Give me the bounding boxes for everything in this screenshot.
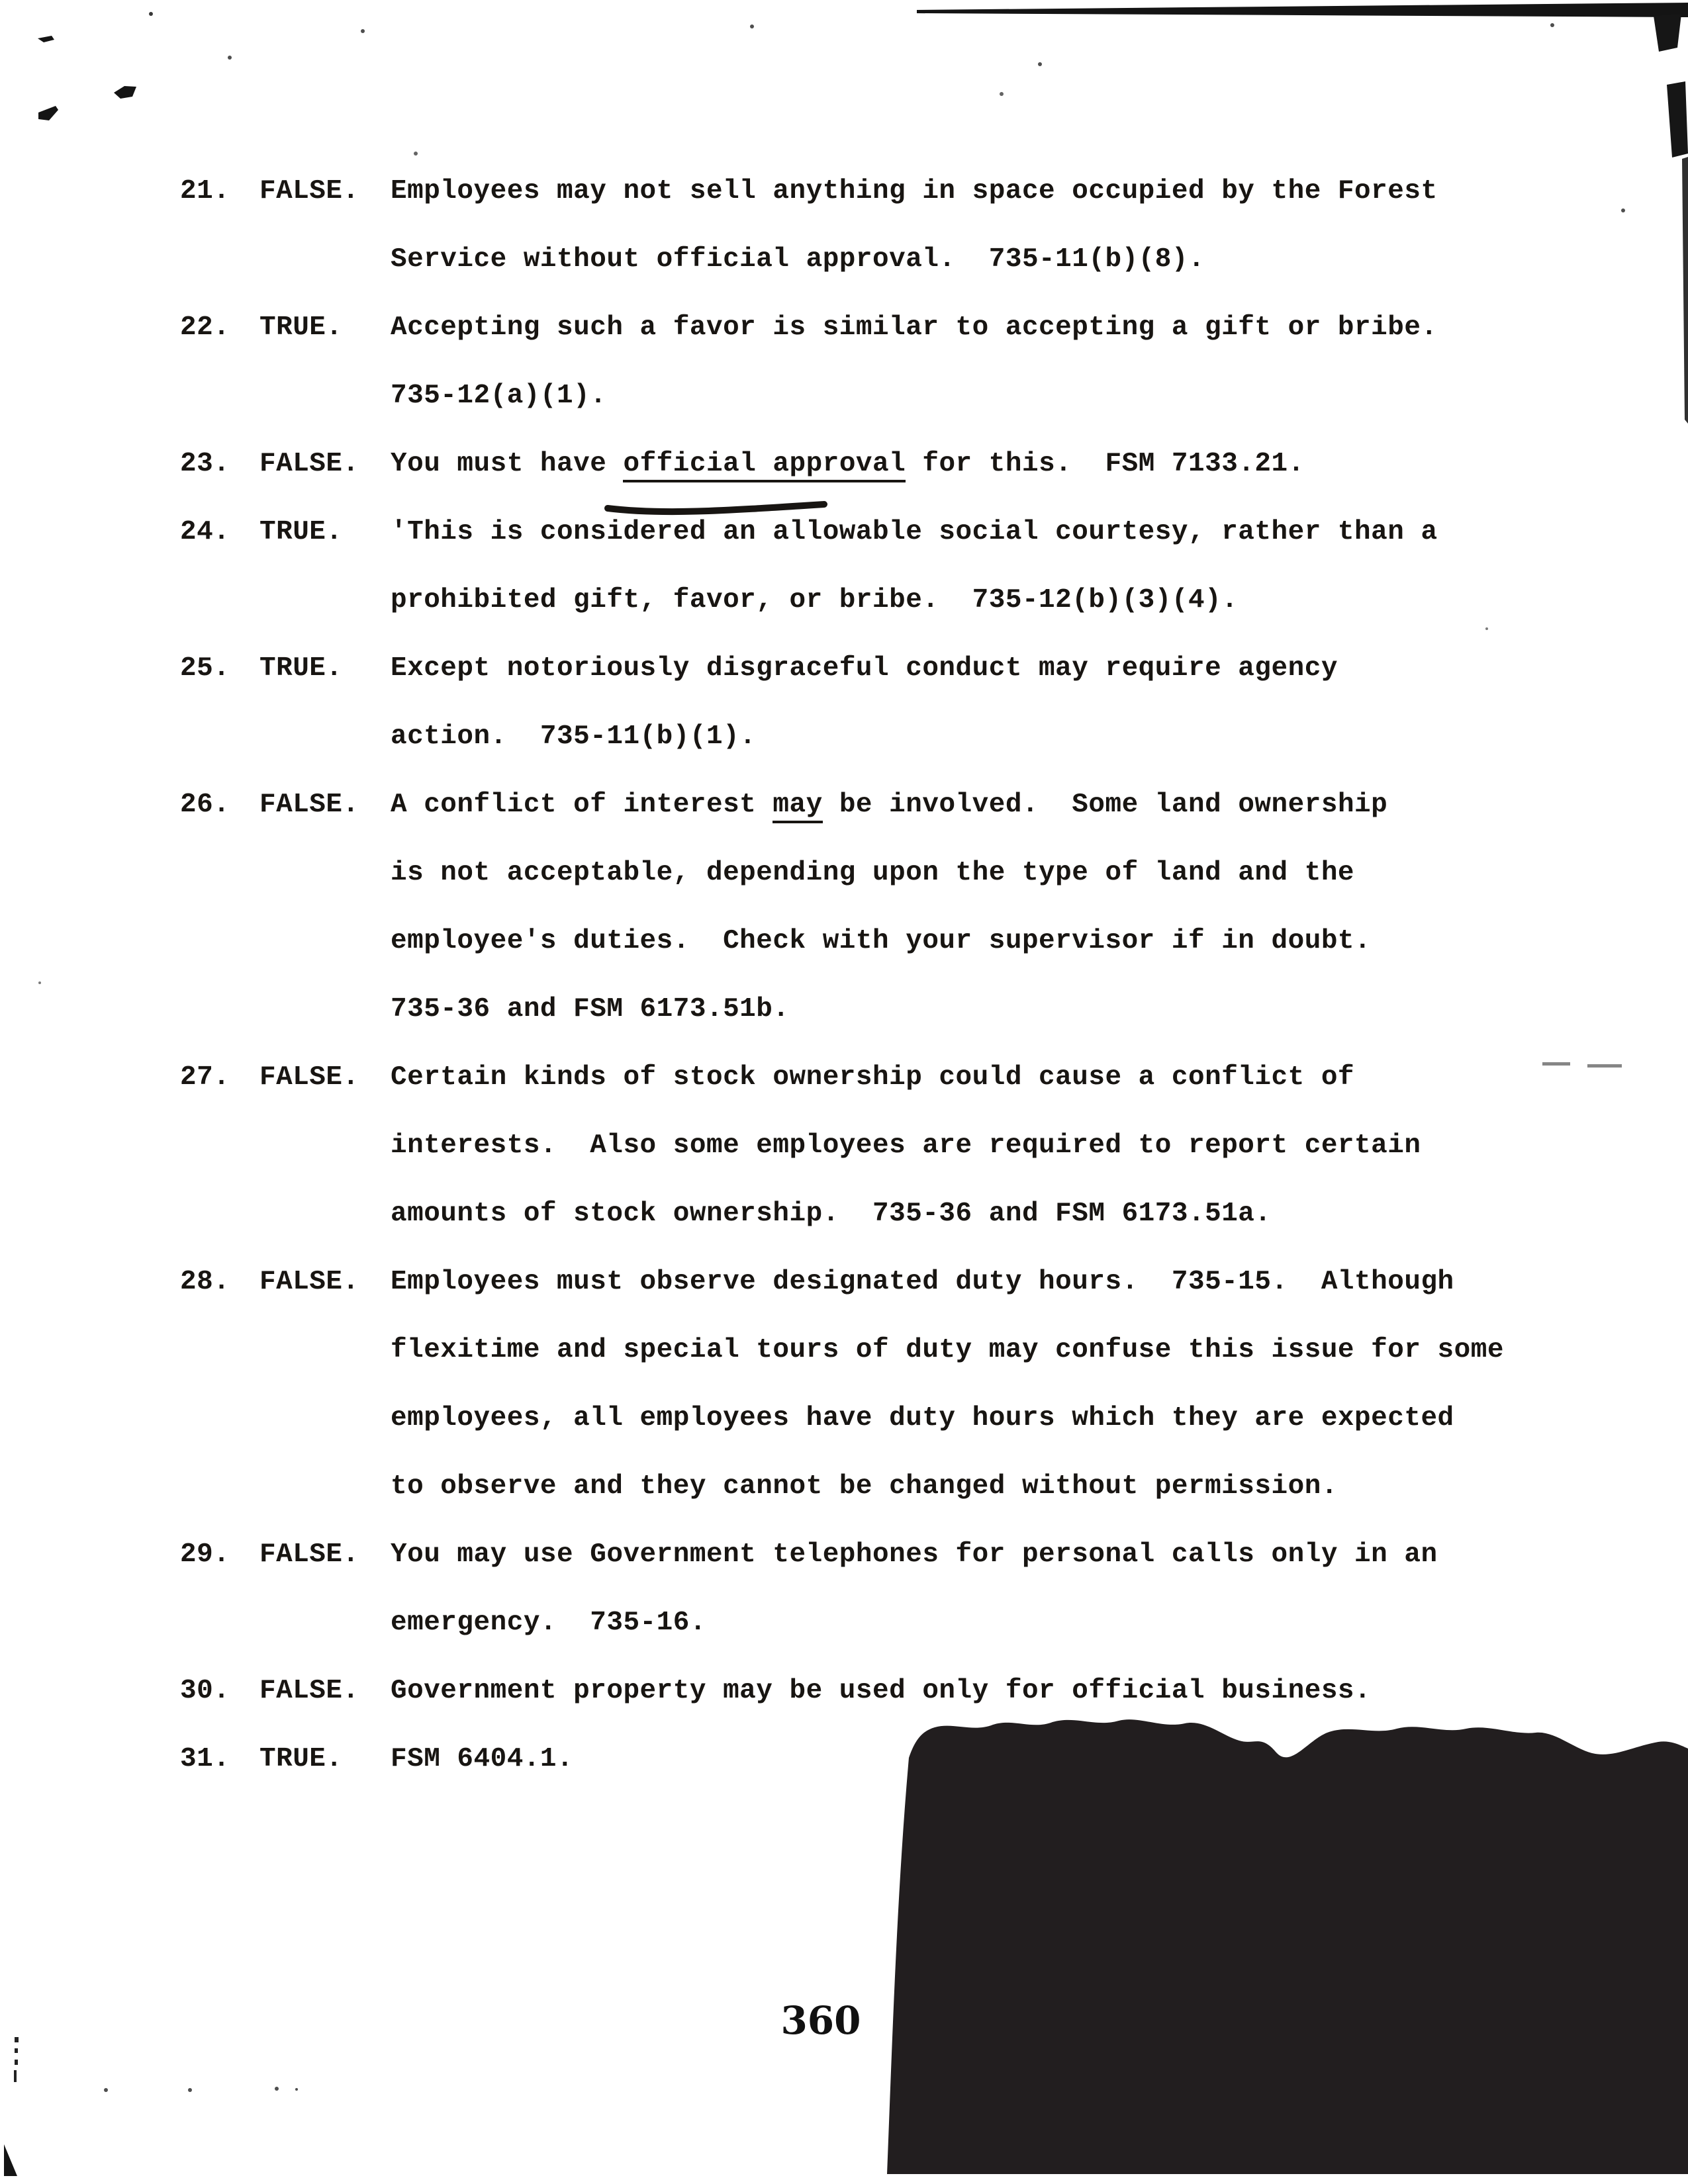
text-segment: Accepting such a favor is similar to accepting a gift or bribe. xyxy=(391,312,1438,343)
margin-tick xyxy=(14,2070,17,2082)
text-segment: Except notoriously disgraceful conduct may require agency xyxy=(391,653,1338,684)
item-line xyxy=(391,1725,1603,1794)
text-segment: Certain kinds of stock ownership could cause a conflict of xyxy=(391,1062,1355,1093)
answer-row xyxy=(180,1248,1603,1316)
answer-row xyxy=(180,1589,1603,1657)
speck xyxy=(1038,62,1042,66)
text-segment: You may use Government telephones for personal calls only in an xyxy=(391,1539,1438,1570)
text-segment: Employees may not sell anything in space occupied by the Forest xyxy=(391,176,1438,206)
item-line xyxy=(391,1657,1603,1725)
text-segment: You must have xyxy=(391,449,624,479)
item-line xyxy=(391,567,1603,635)
item-number: 24. xyxy=(180,517,230,547)
item-line xyxy=(391,1316,1603,1385)
answer-row xyxy=(180,976,1603,1044)
text-segment: to observe and they cannot be changed without permission. xyxy=(391,1471,1338,1502)
item-answer: TRUE. xyxy=(259,312,343,343)
top-edge-scan-line xyxy=(917,3,1688,17)
item-number: 29. xyxy=(180,1539,230,1570)
item-line xyxy=(391,498,1603,567)
speck xyxy=(750,24,754,28)
item-line xyxy=(391,1044,1603,1112)
corner-fold-mark xyxy=(1654,14,1681,52)
item-line xyxy=(391,1453,1603,1521)
item-answer: FALSE. xyxy=(259,790,359,820)
text-segment: employees, all employees have duty hours which they are expected xyxy=(391,1403,1454,1433)
margin-tick xyxy=(15,2037,19,2042)
item-answer: FALSE. xyxy=(259,1676,359,1706)
answer-row xyxy=(180,1657,1603,1725)
answer-row xyxy=(180,498,1603,567)
text-segment: Government property may be used only for official business. xyxy=(391,1676,1372,1706)
underlined-text: may xyxy=(773,790,822,823)
item-line xyxy=(391,1180,1603,1248)
answer-row xyxy=(180,839,1603,907)
speck xyxy=(295,2088,298,2091)
speck xyxy=(188,2088,192,2092)
speck xyxy=(1621,208,1625,212)
item-number: 21. xyxy=(180,176,230,206)
speck xyxy=(149,12,153,16)
item-answer: FALSE. xyxy=(259,1539,359,1570)
item-number: 26. xyxy=(180,790,230,820)
answer-row xyxy=(180,1521,1603,1589)
speck xyxy=(1000,92,1004,96)
item-line xyxy=(391,1248,1603,1316)
text-segment: is not acceptable, depending upon the type of land and the xyxy=(391,858,1355,888)
speck xyxy=(414,152,418,156)
ink-smear-3 xyxy=(38,106,58,120)
item-answer: TRUE. xyxy=(259,1744,343,1774)
text-segment: Service without official approval. 735-11(b)(8). xyxy=(391,244,1205,275)
item-line xyxy=(391,158,1603,226)
underlined-text: official approval xyxy=(623,449,906,482)
answer-row xyxy=(180,1453,1603,1521)
item-number: 31. xyxy=(180,1744,230,1774)
ink-smear-2 xyxy=(114,86,136,99)
item-line xyxy=(391,1385,1603,1453)
item-line xyxy=(391,362,1603,430)
answer-row xyxy=(180,1044,1603,1112)
item-number: 23. xyxy=(180,449,230,479)
item-line xyxy=(391,907,1603,976)
item-answer: FALSE. xyxy=(259,1267,359,1297)
item-answer: TRUE. xyxy=(259,517,343,547)
answer-row xyxy=(180,430,1603,498)
margin-tick xyxy=(15,2048,18,2053)
item-number: 28. xyxy=(180,1267,230,1297)
item-line xyxy=(391,294,1603,362)
speck xyxy=(228,56,232,60)
text-segment: 735-12(a)(1). xyxy=(391,381,607,411)
text-segment: flexitime and special tours of duty may confuse this issue for some xyxy=(391,1335,1504,1365)
item-line xyxy=(391,1589,1603,1657)
text-segment: interests. Also some employees are required to report certain xyxy=(391,1130,1421,1161)
answer-list xyxy=(180,158,1603,1794)
item-line xyxy=(391,635,1603,703)
answer-row xyxy=(180,567,1603,635)
answer-row xyxy=(180,1725,1603,1794)
text-segment: Employees must observe designated duty hours. 735-15. Although xyxy=(391,1267,1454,1297)
answer-row xyxy=(180,158,1603,226)
ink-smear-1 xyxy=(38,36,54,42)
right-edge-streak xyxy=(1682,157,1688,424)
speck xyxy=(104,2088,108,2092)
item-line xyxy=(391,226,1603,294)
item-answer: FALSE. xyxy=(259,1062,359,1093)
answer-row xyxy=(180,771,1603,839)
answer-row xyxy=(180,703,1603,771)
item-line xyxy=(391,976,1603,1044)
answer-row xyxy=(180,294,1603,362)
text-segment: 735-36 and FSM 6173.51b. xyxy=(391,994,790,1024)
text-segment: A conflict of interest xyxy=(391,790,773,820)
text-segment: emergency. 735-16. xyxy=(391,1608,706,1638)
text-segment: be involved. Some land ownership xyxy=(822,790,1388,820)
answer-row xyxy=(180,226,1603,294)
item-number: 25. xyxy=(180,653,230,684)
item-line xyxy=(391,771,1603,839)
text-segment: action. 735-11(b)(1). xyxy=(391,721,757,752)
item-line xyxy=(391,703,1603,771)
item-line xyxy=(391,1112,1603,1180)
corner-wedge-mark xyxy=(4,2144,17,2176)
item-number: 30. xyxy=(180,1676,230,1706)
text-segment: employee's duties. Check with your supervisor if in doubt. xyxy=(391,926,1372,956)
answer-row xyxy=(180,1112,1603,1180)
answer-row xyxy=(180,907,1603,976)
item-line xyxy=(391,1521,1603,1589)
answer-row xyxy=(180,1385,1603,1453)
item-line xyxy=(391,430,1603,498)
text-segment: FSM 6404.1. xyxy=(391,1744,574,1774)
text-segment: prohibited gift, favor, or bribe. 735-12(b)(3)(4). xyxy=(391,585,1239,615)
speck xyxy=(1550,23,1554,27)
item-answer: FALSE. xyxy=(259,176,359,206)
text-segment: 'This is considered an allowable social courtesy, rather than a xyxy=(391,517,1438,547)
margin-tick xyxy=(15,2060,18,2065)
answer-row xyxy=(180,362,1603,430)
item-answer: TRUE. xyxy=(259,653,343,684)
page-number: 360 xyxy=(780,1998,861,2043)
text-segment: amounts of stock ownership. 735-36 and FSM 6173.51a. xyxy=(391,1199,1272,1229)
item-line xyxy=(391,839,1603,907)
corner-fold-streak xyxy=(1667,81,1688,158)
speck xyxy=(38,981,41,984)
item-answer: FALSE. xyxy=(259,449,359,479)
answer-row xyxy=(180,1180,1603,1248)
answer-row xyxy=(180,1316,1603,1385)
answer-row xyxy=(180,635,1603,703)
item-number: 27. xyxy=(180,1062,230,1093)
speck xyxy=(275,2087,279,2091)
text-segment: for this. FSM 7133.21. xyxy=(906,449,1305,479)
item-number: 22. xyxy=(180,312,230,343)
speck xyxy=(361,29,365,33)
